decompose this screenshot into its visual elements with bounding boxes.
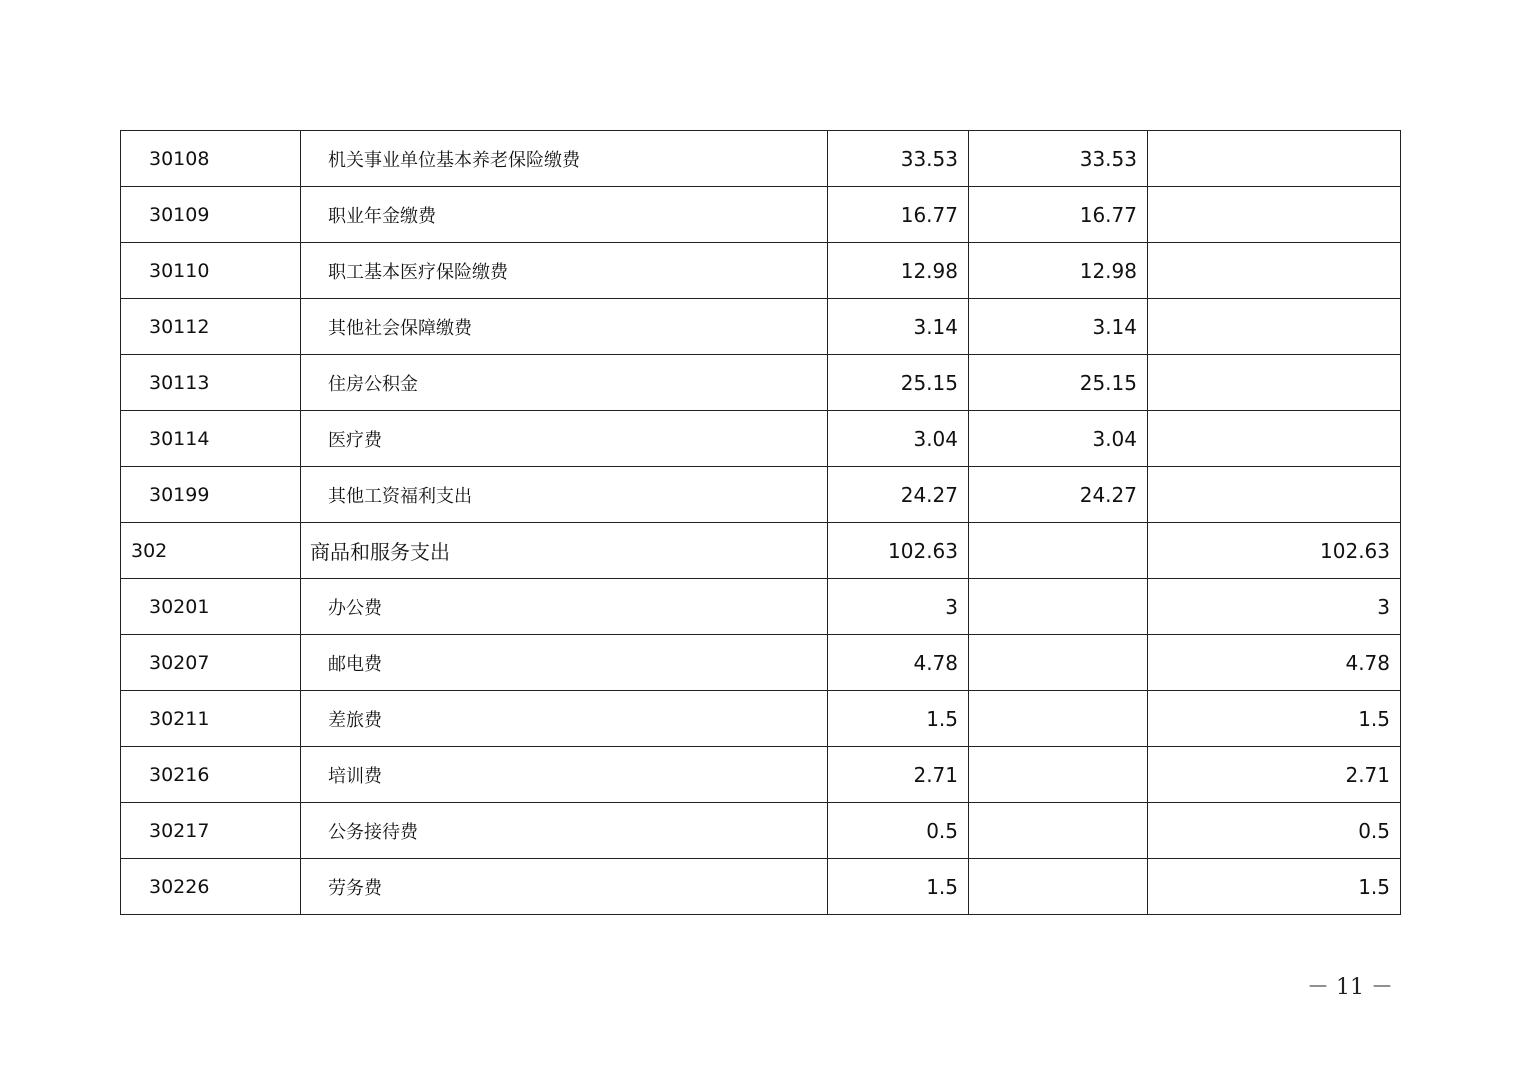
row-name-cell: 差旅费 (301, 691, 828, 747)
row-name-cell: 机关事业单位基本养老保险缴费 (301, 131, 828, 187)
row-total-cell: 2.71 (828, 747, 969, 803)
row-total-cell: 12.98 (828, 243, 969, 299)
budget-table (120, 130, 1401, 915)
row-code-cell: 30217 (121, 803, 301, 859)
row-basic-cell (969, 691, 1148, 747)
row-name-cell: 医疗费 (301, 411, 828, 467)
row-code-cell: 30113 (121, 355, 301, 411)
row-project-cell: 4.78 (1148, 635, 1401, 691)
row-project-cell: 102.63 (1148, 523, 1401, 579)
row-total-cell: 3.14 (828, 299, 969, 355)
row-code-cell: 30207 (121, 635, 301, 691)
table-row (121, 859, 1401, 915)
row-total-cell: 25.15 (828, 355, 969, 411)
row-basic-cell: 3.04 (969, 411, 1148, 467)
row-project-cell (1148, 131, 1401, 187)
row-basic-cell (969, 803, 1148, 859)
table-row (121, 691, 1401, 747)
row-code-cell: 30201 (121, 579, 301, 635)
table-row (121, 355, 1401, 411)
row-basic-cell: 25.15 (969, 355, 1148, 411)
row-basic-cell: 33.53 (969, 131, 1148, 187)
row-code-cell: 302 (121, 523, 301, 579)
table-row (121, 467, 1401, 523)
table-row (121, 635, 1401, 691)
row-basic-cell (969, 859, 1148, 915)
row-total-cell: 16.77 (828, 187, 969, 243)
row-basic-cell (969, 747, 1148, 803)
row-basic-cell (969, 635, 1148, 691)
table-row (121, 243, 1401, 299)
row-name-cell: 其他工资福利支出 (301, 467, 828, 523)
row-project-cell: 1.5 (1148, 859, 1401, 915)
row-name-cell: 公务接待费 (301, 803, 828, 859)
row-total-cell: 33.53 (828, 131, 969, 187)
row-code-cell: 30112 (121, 299, 301, 355)
table-row (121, 187, 1401, 243)
row-basic-cell: 16.77 (969, 187, 1148, 243)
row-basic-cell: 12.98 (969, 243, 1148, 299)
table-row (121, 579, 1401, 635)
row-project-cell (1148, 299, 1401, 355)
row-name-cell: 办公费 (301, 579, 828, 635)
row-project-cell (1148, 467, 1401, 523)
row-name-cell: 培训费 (301, 747, 828, 803)
table-row (121, 803, 1401, 859)
row-basic-cell (969, 579, 1148, 635)
page-number: － 11 － (1307, 975, 1393, 1000)
table-row (121, 411, 1401, 467)
row-total-cell: 4.78 (828, 635, 969, 691)
row-code-cell: 30199 (121, 467, 301, 523)
row-project-cell: 3 (1148, 579, 1401, 635)
row-name-cell: 职业年金缴费 (301, 187, 828, 243)
row-project-cell (1148, 411, 1401, 467)
row-name-cell: 邮电费 (301, 635, 828, 691)
budget-table-body (121, 131, 1401, 915)
row-name-cell: 住房公积金 (301, 355, 828, 411)
row-code-cell: 30226 (121, 859, 301, 915)
row-name-cell: 职工基本医疗保险缴费 (301, 243, 828, 299)
row-project-cell: 2.71 (1148, 747, 1401, 803)
row-basic-cell (969, 523, 1148, 579)
row-name-cell: 劳务费 (301, 859, 828, 915)
row-project-cell: 1.5 (1148, 691, 1401, 747)
row-code-cell: 30211 (121, 691, 301, 747)
row-code-cell: 30109 (121, 187, 301, 243)
table-row (121, 299, 1401, 355)
row-total-cell: 3 (828, 579, 969, 635)
row-code-cell: 30216 (121, 747, 301, 803)
row-code-cell: 30110 (121, 243, 301, 299)
row-total-cell: 102.63 (828, 523, 969, 579)
table-row (121, 131, 1401, 187)
row-name-cell: 其他社会保障缴费 (301, 299, 828, 355)
row-project-cell: 0.5 (1148, 803, 1401, 859)
row-total-cell: 3.04 (828, 411, 969, 467)
table-row (121, 747, 1401, 803)
row-total-cell: 24.27 (828, 467, 969, 523)
row-total-cell: 0.5 (828, 803, 969, 859)
row-total-cell: 1.5 (828, 691, 969, 747)
row-basic-cell: 3.14 (969, 299, 1148, 355)
row-project-cell (1148, 243, 1401, 299)
row-project-cell (1148, 187, 1401, 243)
row-code-cell: 30108 (121, 131, 301, 187)
row-project-cell (1148, 355, 1401, 411)
row-total-cell: 1.5 (828, 859, 969, 915)
table-row (121, 523, 1401, 579)
row-name-cell: 商品和服务支出 (301, 523, 828, 579)
row-code-cell: 30114 (121, 411, 301, 467)
row-basic-cell: 24.27 (969, 467, 1148, 523)
